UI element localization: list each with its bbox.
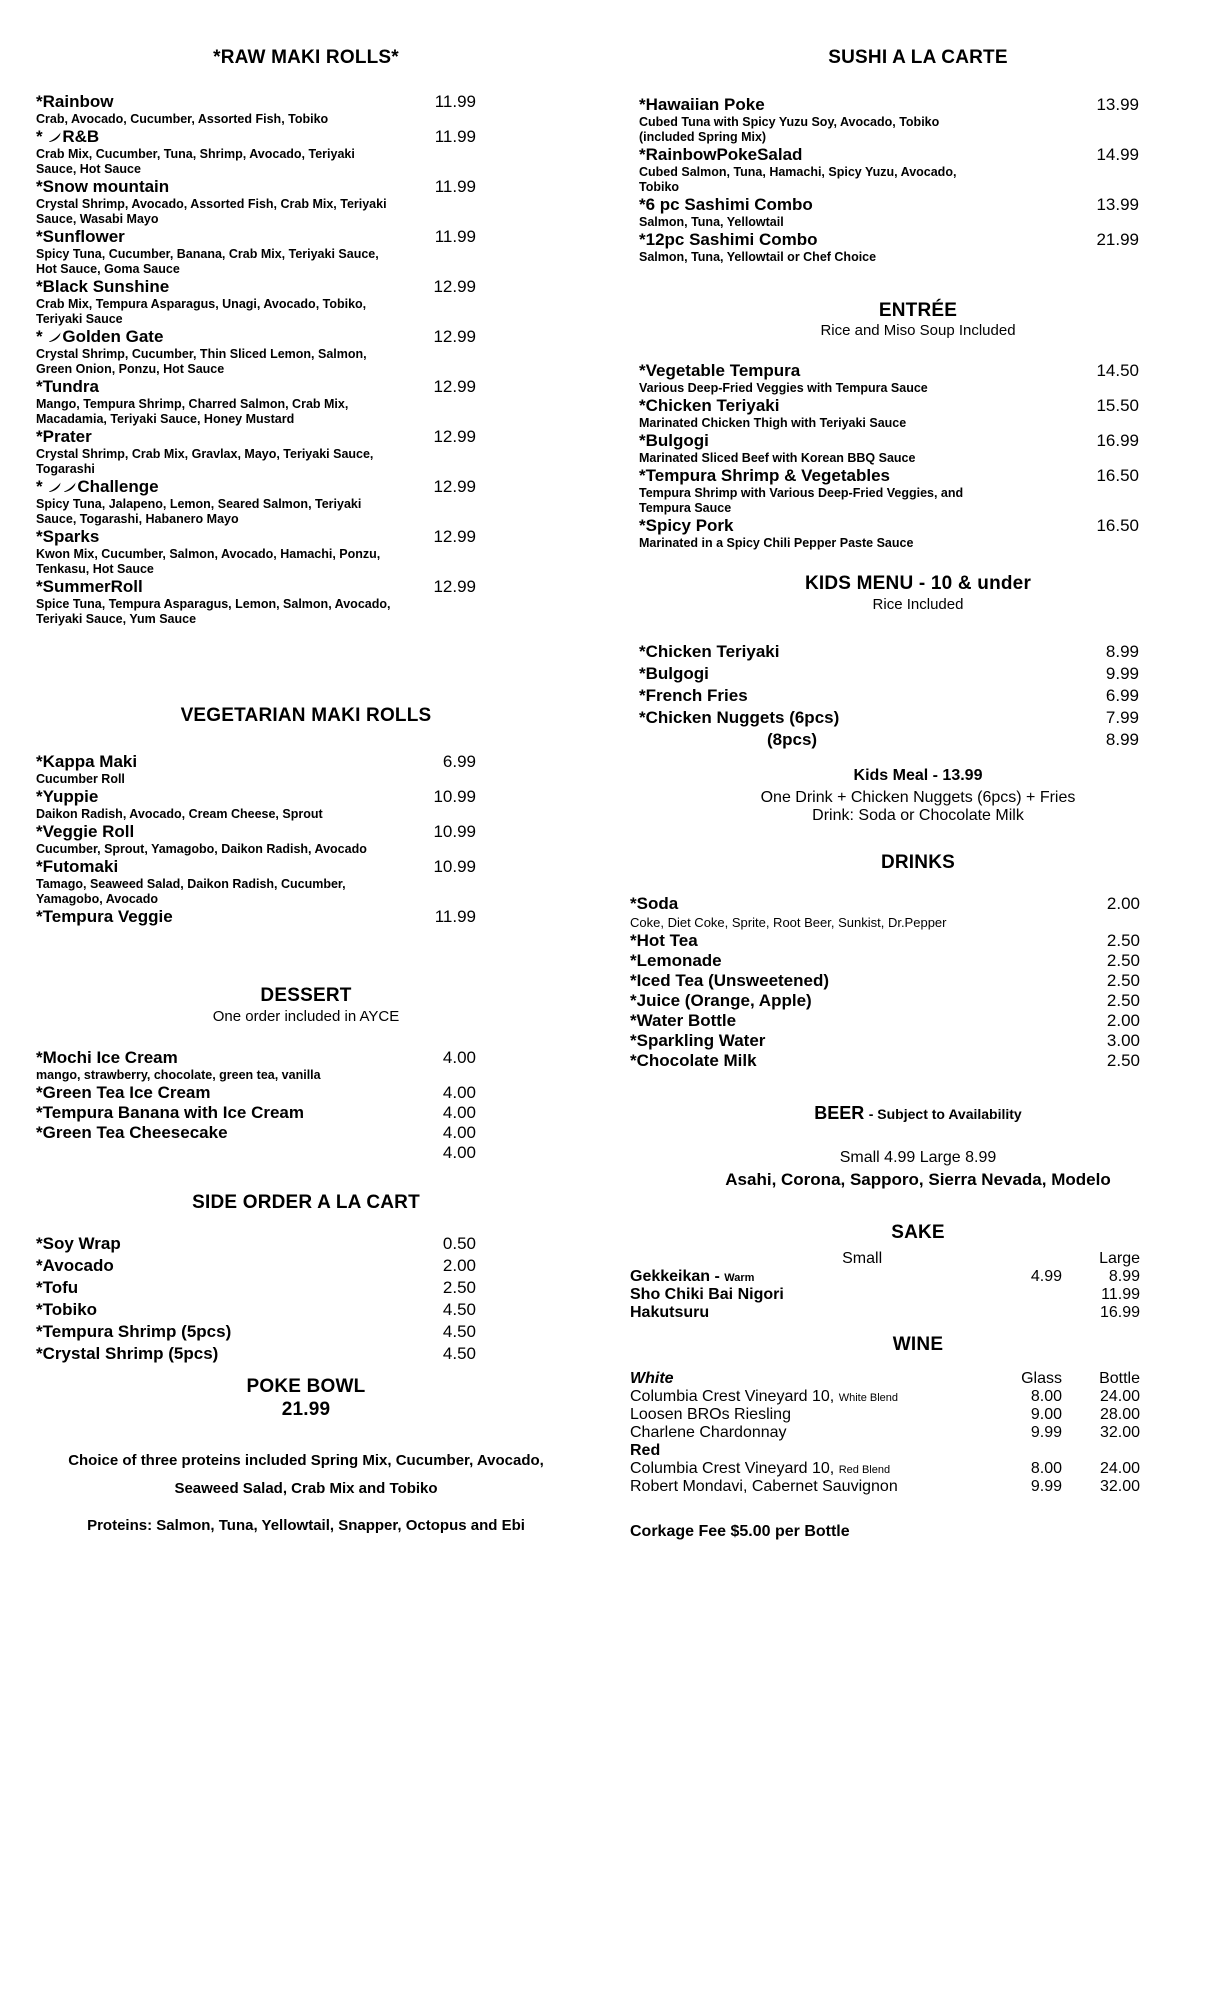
wine-price-bottle: 32.00 — [1099, 1424, 1140, 1441]
wine-price-glass: 9.00 — [1030, 1406, 1062, 1423]
menu-item[interactable] — [630, 894, 1140, 931]
menu-item[interactable] — [36, 327, 476, 377]
wine-table — [630, 1370, 1140, 1496]
menu-item-name: *Sparkling Water — [630, 1031, 766, 1050]
menu-item[interactable] — [36, 127, 476, 177]
menu-item-price: 10.99 — [433, 857, 476, 876]
menu-item[interactable] — [630, 991, 1140, 1011]
section-heading-entree: ENTRÉE — [878, 300, 958, 321]
menu-item-description: Various Deep-Fried Veggies with Tempura Sauce — [639, 381, 928, 395]
menu-item[interactable] — [36, 907, 476, 927]
poke-bowl-desc-line1: Choice of three proteins included Spring Mix, Cucumber, Avocado, — [68, 1452, 544, 1469]
menu-item-description: Cubed Tuna with Spicy Yuzu Soy, Avocado, Tobiko (included Spring Mix) — [639, 115, 940, 144]
menu-item-price: 6.99 — [1105, 686, 1139, 705]
menu-item[interactable] — [36, 527, 476, 577]
sake-row[interactable] — [630, 1286, 1140, 1304]
menu-item-name: *Kappa Maki — [36, 752, 138, 771]
menu-item[interactable] — [36, 1233, 476, 1255]
wine-white-label: White — [630, 1370, 674, 1387]
menu-item-name: *Water Bottle — [630, 1011, 737, 1030]
menu-item-name: *Spicy Pork — [639, 516, 734, 535]
section-heading-side-order: SIDE ORDER A LA CART — [192, 1192, 420, 1213]
menu-item[interactable] — [36, 1277, 476, 1299]
menu-item-name: *Rainbow — [36, 92, 114, 111]
menu-item[interactable] — [639, 516, 1139, 551]
sake-header-row — [630, 1250, 1140, 1268]
menu-item[interactable] — [639, 396, 1139, 431]
beer-heading-suffix: - Subject to Availability — [868, 1106, 1022, 1122]
menu-item[interactable] — [36, 1299, 476, 1321]
menu-item-price: 21.99 — [1096, 230, 1139, 249]
menu-item-price: 2.00 — [1106, 1011, 1140, 1030]
sake-price-large: 16.99 — [1099, 1304, 1140, 1321]
corkage-fee: Corkage Fee $5.00 per Bottle — [630, 1523, 850, 1540]
menu-item-price: 11.99 — [434, 907, 476, 926]
menu-item[interactable] — [36, 227, 476, 277]
menu-item[interactable] — [639, 361, 1139, 396]
menu-item-price: 2.50 — [1106, 931, 1140, 950]
dessert-item-list — [36, 1048, 476, 1163]
wine-price-bottle: 32.00 — [1099, 1478, 1140, 1495]
menu-item-name: *Mochi Ice Cream — [36, 1048, 178, 1067]
menu-item-name: *French Fries — [639, 686, 748, 705]
menu-item[interactable] — [36, 177, 476, 227]
menu-item-price: 2.50 — [1106, 991, 1140, 1010]
menu-item-price: 11.99 — [434, 92, 476, 111]
sake-name: Hakutsuru — [630, 1304, 710, 1321]
sake-name: Sho Chiki Bai Nigori — [630, 1286, 784, 1303]
menu-item-name: (8pcs) — [767, 730, 818, 749]
menu-item-name: *Soy Wrap — [36, 1234, 121, 1253]
poke-bowl-price: 21.99 — [281, 1399, 331, 1420]
menu-item-name: *12pc Sashimi Combo — [639, 230, 818, 249]
menu-item[interactable] — [639, 729, 1139, 751]
menu-item-name: *Soda — [630, 894, 679, 913]
menu-item-name: *Tempura Shrimp & Vegetables — [639, 466, 890, 485]
wine-price-bottle: 28.00 — [1099, 1406, 1140, 1423]
wine-col-glass: Glass — [1021, 1370, 1062, 1387]
menu-item[interactable] — [639, 707, 1139, 729]
menu-item-price: 0.50 — [442, 1234, 476, 1253]
drinks-item-list — [630, 894, 1140, 1071]
beer-sizes: Small 4.99 Large 8.99 — [839, 1149, 997, 1166]
menu-item-price: 12.99 — [433, 377, 476, 396]
poke-bowl-desc-line2: Seaweed Salad, Crab Mix and Tobiko — [174, 1480, 438, 1497]
menu-item-name: *Snow mountain — [36, 177, 170, 196]
chili-pepper-icon — [63, 482, 76, 493]
menu-item-name: *Hot Tea — [630, 931, 698, 950]
menu-item-name: *Bulgogi — [639, 431, 709, 450]
menu-item-price: 12.99 — [433, 277, 476, 296]
menu-item-name: *Chicken Teriyaki — [639, 396, 780, 415]
sake-col-small: Small — [842, 1250, 883, 1267]
menu-item[interactable] — [630, 1051, 1140, 1071]
wine-price-bottle: 24.00 — [1099, 1388, 1140, 1405]
menu-item[interactable] — [639, 431, 1139, 466]
menu-item-name: * Challenge — [36, 477, 159, 496]
menu-item-description: Spice Tuna, Tempura Asparagus, Lemon, Salmon, Avocado, Teriyaki Sauce, Yum Sauce — [36, 597, 391, 626]
menu-item[interactable] — [36, 92, 476, 127]
menu-item-price: 12.99 — [433, 427, 476, 446]
section-heading-poke-bowl: POKE BOWL — [246, 1376, 366, 1397]
menu-item-name: *Sparks — [36, 527, 100, 546]
menu-item-description: Cucumber Roll — [36, 772, 125, 786]
menu-item[interactable] — [36, 1343, 476, 1365]
section-heading-kids-menu: KIDS MENU - 10 & under — [804, 573, 1032, 594]
menu-item-price: 8.99 — [1105, 642, 1139, 661]
spacer — [36, 1143, 41, 1163]
menu-item-price: 8.99 — [1105, 730, 1139, 749]
wine-row[interactable] — [630, 1460, 1140, 1478]
wine-red-label: Red — [630, 1442, 661, 1459]
menu-item-price: 2.00 — [442, 1256, 476, 1275]
section-heading-sushi-a-la-carte: SUSHI A LA CARTE — [828, 47, 1008, 68]
kids-item-list — [639, 641, 1139, 751]
wine-name: Columbia Crest Vineyard 10, Red Blend — [630, 1460, 891, 1477]
menu-item-description: Cubed Salmon, Tuna, Hamachi, Spicy Yuzu, Avocado, Tobiko — [639, 165, 957, 194]
menu-item-description: Marinated Chicken Thigh with Teriyaki Sauce — [639, 416, 907, 430]
section-heading-beer — [612, 1103, 1224, 1124]
menu-item-description: Marinated in a Spicy Chili Pepper Paste Sauce — [639, 536, 914, 550]
section-heading-sake: SAKE — [891, 1222, 945, 1243]
menu-item-name: *Prater — [36, 427, 92, 446]
menu-item-price: 15.50 — [1096, 396, 1139, 415]
sake-row[interactable] — [630, 1304, 1140, 1322]
menu-item-price: 2.50 — [442, 1278, 476, 1297]
wine-row[interactable] — [630, 1388, 1140, 1406]
section-heading-raw-maki: *RAW MAKI ROLLS* — [213, 47, 399, 68]
wine-price-glass: 9.99 — [1030, 1478, 1062, 1495]
menu-item-name: *Crystal Shrimp (5pcs) — [36, 1344, 219, 1363]
menu-item[interactable] — [630, 1011, 1140, 1031]
menu-item-description: Crystal Shrimp, Avocado, Assorted Fish, Crab Mix, Teriyaki Sauce, Wasabi Mayo — [36, 197, 387, 226]
menu-item[interactable] — [630, 951, 1140, 971]
menu-item-description: Crab Mix, Cucumber, Tuna, Shrimp, Avocado, Teriyaki Sauce, Hot Sauce — [36, 147, 355, 176]
menu-item[interactable] — [36, 1123, 476, 1143]
entree-subheading: Rice and Miso Soup Included — [820, 322, 1016, 339]
menu-item-price: 4.50 — [442, 1322, 476, 1341]
chili-pepper-icon — [48, 332, 61, 343]
menu-item-name: *SummerRoll — [36, 577, 143, 596]
menu-item-name: *Green Tea Cheesecake — [36, 1123, 228, 1142]
dessert-subheading: One order included in AYCE — [212, 1008, 400, 1025]
wine-row[interactable] — [630, 1406, 1140, 1424]
dessert-extra-price-row — [36, 1143, 476, 1163]
menu-item-price: 2.50 — [1106, 951, 1140, 970]
menu-item-description: Kwon Mix, Cucumber, Salmon, Avocado, Hamachi, Ponzu, Tenkasu, Hot Sauce — [36, 547, 381, 576]
menu-item-description: Cucumber, Sprout, Yamagobo, Daikon Radish, Avocado — [36, 842, 367, 856]
a-la-carte-item-list — [639, 95, 1139, 265]
sake-price-small — [984, 1304, 1062, 1322]
menu-item-description: Spicy Tuna, Jalapeno, Lemon, Seared Salmon, Teriyaki Sauce, Togarashi, Habanero Mayo — [36, 497, 362, 526]
menu-item-price: 9.99 — [1105, 664, 1139, 683]
wine-row[interactable] — [630, 1478, 1140, 1496]
sake-price-small — [984, 1286, 1062, 1304]
side-order-item-list — [36, 1233, 476, 1365]
menu-item-price: 16.50 — [1096, 516, 1139, 535]
menu-item-description: Marinated Sliced Beef with Korean BBQ Sauce — [639, 451, 916, 465]
menu-item[interactable] — [36, 1321, 476, 1343]
menu-item-name: *Bulgogi — [639, 664, 709, 683]
chili-pepper-icon — [48, 482, 61, 493]
menu-item[interactable] — [36, 477, 476, 527]
wine-price-glass: 8.00 — [1030, 1388, 1062, 1405]
poke-bowl-proteins: Proteins: Salmon, Tuna, Yellowtail, Snapper, Octopus and Ebi — [87, 1517, 525, 1534]
menu-item-description: Coke, Diet Coke, Sprite, Root Beer, Sunkist, Dr.Pepper — [630, 915, 947, 930]
menu-item[interactable] — [639, 663, 1139, 685]
menu-item-name: *Futomaki — [36, 857, 119, 876]
menu-item-name: *Black Sunshine — [36, 277, 170, 296]
menu-item-price: 16.99 — [1096, 431, 1139, 450]
menu-item-price: 14.50 — [1096, 361, 1139, 380]
menu-item-price: 13.99 — [1096, 95, 1139, 114]
menu-item-name: *Tempura Banana with Ice Cream — [36, 1103, 304, 1122]
menu-item-price: 2.00 — [1106, 894, 1140, 913]
menu-item-price: 4.00 — [442, 1048, 476, 1067]
menu-item[interactable] — [36, 1255, 476, 1277]
entree-item-list — [639, 361, 1139, 551]
menu-item-price: 4.00 — [442, 1083, 476, 1102]
menu-item-price: 4.50 — [442, 1300, 476, 1319]
menu-item[interactable] — [639, 641, 1139, 663]
beer-brands: Asahi, Corona, Sapporo, Sierra Nevada, Modelo — [725, 1170, 1111, 1189]
menu-item[interactable] — [36, 377, 476, 427]
menu-item[interactable] — [630, 931, 1140, 951]
menu-item-name: *Sunflower — [36, 227, 125, 246]
menu-item-price: 4.00 — [442, 1103, 476, 1122]
menu-item[interactable] — [630, 1031, 1140, 1051]
sake-price-large: 11.99 — [1101, 1286, 1140, 1303]
sake-col-large: Large — [1099, 1250, 1140, 1267]
menu-item[interactable] — [639, 95, 1139, 145]
menu-item-name: *Veggie Roll — [36, 822, 135, 841]
menu-item[interactable] — [630, 971, 1140, 991]
section-heading-vegetarian-maki: VEGETARIAN MAKI ROLLS — [180, 705, 432, 726]
menu-item[interactable] — [36, 752, 476, 787]
menu-item-name: *Tofu — [36, 1278, 79, 1297]
menu-item-description: Crystal Shrimp, Cucumber, Thin Sliced Lemon, Salmon, Green Onion, Ponzu, Hot Sauce — [36, 347, 367, 376]
menu-item-name: *Tempura Veggie — [36, 907, 173, 926]
wine-price-bottle: 24.00 — [1099, 1460, 1140, 1477]
menu-item-price: 12.99 — [433, 577, 476, 596]
menu-item[interactable] — [36, 787, 476, 822]
menu-item-description: Crab, Avocado, Cucumber, Assorted Fish, Tobiko — [36, 112, 329, 126]
menu-item[interactable] — [639, 466, 1139, 516]
wine-row[interactable] — [630, 1424, 1140, 1442]
menu-item-name: *Juice (Orange, Apple) — [630, 991, 812, 1010]
wine-name: Charlene Chardonnay — [630, 1424, 787, 1441]
menu-item-price: 16.50 — [1096, 466, 1139, 485]
menu-item-price: 10.99 — [433, 787, 476, 806]
menu-item-name: *Lemonade — [630, 951, 722, 970]
menu-item[interactable] — [36, 1103, 476, 1123]
menu-item-price: 7.99 — [1105, 708, 1139, 727]
menu-item-price: 11.99 — [434, 127, 476, 146]
menu-item-price: 14.99 — [1096, 145, 1139, 164]
menu-item-name: *Chicken Teriyaki — [639, 642, 780, 661]
wine-price-glass: 8.00 — [1030, 1460, 1062, 1477]
menu-item-description: Mango, Tempura Shrimp, Charred Salmon, Crab Mix, Macadamia, Teriyaki Sauce, Honey Mustard — [36, 397, 349, 426]
menu-item-price: 4.50 — [442, 1344, 476, 1363]
beer-heading-main: BEER — [814, 1103, 865, 1123]
menu-item-name: *Iced Tea (Unsweetened) — [630, 971, 830, 990]
menu-item-description: Tamago, Seaweed Salad, Daikon Radish, Cucumber, Yamagobo, Avocado — [36, 877, 346, 906]
menu-item[interactable] — [36, 577, 476, 627]
wine-name: Robert Mondavi, Cabernet Sauvignon — [630, 1478, 898, 1495]
kids-meal-line2: Drink: Soda or Chocolate Milk — [812, 807, 1024, 824]
wine-name: Columbia Crest Vineyard 10, White Blend — [630, 1388, 899, 1405]
kids-meal-title: Kids Meal - 13.99 — [853, 767, 983, 784]
sake-price-small: 4.99 — [1030, 1268, 1062, 1285]
menu-item-price: 2.50 — [1106, 971, 1140, 990]
menu-item-price: 11.99 — [434, 177, 476, 196]
menu-item-description: Daikon Radish, Avocado, Cream Cheese, Sprout — [36, 807, 323, 821]
menu-item-name: *Hawaiian Poke — [639, 95, 765, 114]
wine-header-row — [630, 1370, 1140, 1388]
kids-meal-line1: One Drink + Chicken Nuggets (6pcs) + Fries — [760, 789, 1076, 806]
section-heading-wine: WINE — [892, 1334, 944, 1355]
menu-item-description: mango, strawberry, chocolate, green tea, vanilla — [36, 1068, 321, 1082]
wine-price-glass: 9.99 — [1030, 1424, 1062, 1441]
menu-item-name: *6 pc Sashimi Combo — [639, 195, 813, 214]
menu-item-price: 12.99 — [433, 477, 476, 496]
raw-maki-item-list — [36, 92, 476, 627]
menu-item-price: 2.50 — [1106, 1051, 1140, 1070]
menu-item-name: *Vegetable Tempura — [639, 361, 801, 380]
menu-item-description: Salmon, Tuna, Yellowtail — [639, 215, 784, 229]
sake-price-large: 8.99 — [1108, 1268, 1140, 1285]
menu-item-name: *Chicken Nuggets (6pcs) — [639, 708, 840, 727]
wine-col-bottle: Bottle — [1099, 1370, 1140, 1387]
sake-row[interactable] — [630, 1268, 1140, 1286]
section-heading-drinks: DRINKS — [880, 852, 956, 873]
menu-item[interactable] — [36, 427, 476, 477]
menu-item[interactable] — [639, 195, 1139, 230]
menu-item-name: *Tundra — [36, 377, 99, 396]
menu-item-name: *Tobiko — [36, 1300, 98, 1319]
menu-item[interactable] — [36, 277, 476, 327]
wine-name: Loosen BROs Riesling — [630, 1406, 791, 1423]
menu-item-name: * R&B — [36, 127, 100, 146]
menu-item-name: *RainbowPokeSalad — [639, 145, 803, 164]
menu-item-description: Tempura Shrimp with Various Deep-Fried Veggies, and Tempura Sauce — [639, 486, 964, 515]
menu-item-price: 3.00 — [1106, 1031, 1140, 1050]
menu-item-description: Crab Mix, Tempura Asparagus, Unagi, Avocado, Tobiko, Teriyaki Sauce — [36, 297, 367, 326]
menu-item-price: 10.99 — [433, 822, 476, 841]
sake-table — [630, 1250, 1140, 1322]
menu-item-description: Salmon, Tuna, Yellowtail or Chef Choice — [639, 250, 877, 264]
kids-subheading: Rice Included — [872, 596, 964, 613]
dessert-extra-price: 4.00 — [442, 1143, 476, 1162]
menu-item-description: Spicy Tuna, Cucumber, Banana, Crab Mix, Teriyaki Sauce, Hot Sauce, Goma Sauce — [36, 247, 379, 276]
menu-item-price: 11.99 — [434, 227, 476, 246]
menu-item-price: 13.99 — [1096, 195, 1139, 214]
menu-item[interactable] — [639, 230, 1139, 265]
menu-item[interactable] — [36, 1048, 476, 1083]
menu-item-price: 6.99 — [442, 752, 476, 771]
menu-item-name: *Chocolate Milk — [630, 1051, 757, 1070]
menu-item-name: * Golden Gate — [36, 327, 164, 346]
menu-item[interactable] — [36, 857, 476, 907]
menu-item-name: *Tempura Shrimp (5pcs) — [36, 1322, 232, 1341]
sake-name: Gekkeikan - Warm — [630, 1268, 755, 1285]
menu-item-price: 12.99 — [433, 327, 476, 346]
menu-item[interactable] — [36, 822, 476, 857]
menu-item[interactable] — [36, 1083, 476, 1103]
chili-pepper-icon — [48, 132, 61, 143]
vegetarian-item-list — [36, 752, 476, 927]
menu-item[interactable] — [639, 145, 1139, 195]
wine-red-label-row — [630, 1442, 1140, 1460]
poke-bowl-description — [0, 1447, 612, 1503]
menu-item-name: *Green Tea Ice Cream — [36, 1083, 211, 1102]
menu-item-name: *Avocado — [36, 1256, 114, 1275]
menu-item-price: 4.00 — [442, 1123, 476, 1142]
menu-item-price: 12.99 — [433, 527, 476, 546]
menu-item[interactable] — [639, 685, 1139, 707]
menu-item-description: Crystal Shrimp, Crab Mix, Gravlax, Mayo, Teriyaki Sauce, Togarashi — [36, 447, 374, 476]
menu-item-name: *Yuppie — [36, 787, 99, 806]
section-heading-dessert: DESSERT — [260, 985, 352, 1006]
